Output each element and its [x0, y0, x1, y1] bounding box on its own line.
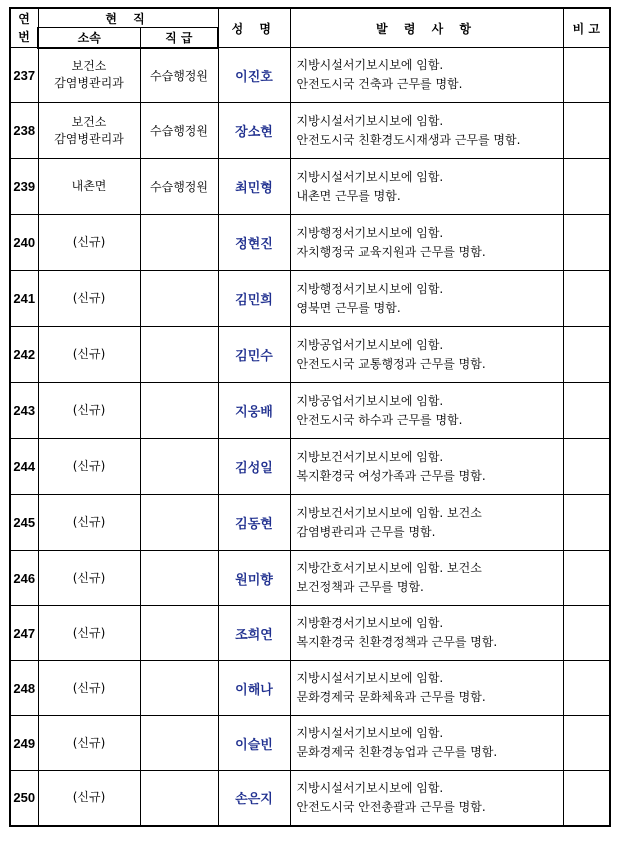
- appointment-order-cell: [290, 103, 563, 159]
- affiliation-line: 보건소: [71, 114, 107, 129]
- header-number-label: 연 번: [18, 12, 30, 44]
- remark-cell: [563, 383, 610, 439]
- affiliation-line: (신규): [72, 235, 106, 249]
- row-number: 242: [10, 327, 38, 383]
- remark-cell: [563, 771, 610, 826]
- affiliation-line: (신규): [72, 625, 106, 640]
- affiliation-cell: [38, 271, 140, 327]
- remark-cell: [563, 551, 610, 606]
- affiliation-line: (신규): [72, 291, 106, 305]
- row-number: 249: [10, 716, 38, 771]
- rank-cell: [140, 771, 218, 826]
- table-row: [10, 661, 610, 716]
- appointment-order-cell: [290, 439, 563, 495]
- affiliation-cell: [38, 383, 140, 439]
- appointment-order-cell: [290, 159, 563, 215]
- appointment-order-line: 지방시설서기보시보에 임함.: [296, 58, 444, 72]
- appointment-order-line: 지방시설서기보시보에 임함.: [296, 169, 444, 184]
- appointment-order-line: 안전도시국 교통행정과 근무를 명함.: [296, 356, 486, 371]
- appointment-order-cell: [290, 48, 563, 103]
- affiliation-cell: [38, 215, 140, 271]
- rank-cell: [140, 383, 218, 439]
- row-number: 238: [10, 103, 38, 159]
- person-name: 김성일: [218, 439, 290, 495]
- table-row: [10, 771, 610, 826]
- appointment-order-cell: [290, 606, 563, 661]
- rank-cell: [140, 495, 218, 551]
- header-affiliation: 소속: [38, 28, 140, 48]
- header-rank: 직 급: [140, 28, 218, 48]
- remark-cell: [563, 327, 610, 383]
- appointment-order-line: 문화경제국 문화체육과 근무를 명함.: [296, 690, 486, 704]
- row-number: 250: [10, 771, 38, 826]
- appointment-order-cell: [290, 495, 563, 551]
- table-row: [10, 159, 610, 215]
- header-order: 발 령 사 항: [290, 8, 563, 48]
- appointment-order-line: 내촌면 근무를 명함.: [296, 188, 401, 203]
- affiliation-cell: [38, 103, 140, 159]
- appointment-order-line: 지방시설서기보시보에 임함.: [296, 671, 444, 685]
- row-number: 243: [10, 383, 38, 439]
- rank-cell: 수습행정원: [140, 103, 218, 159]
- appointment-order-cell: [290, 327, 563, 383]
- person-name: 손은지: [218, 771, 290, 826]
- person-name: 이슬빈: [218, 716, 290, 771]
- remark-cell: [563, 495, 610, 551]
- appointment-order-line: 지방행정서기보시보에 임함.: [296, 281, 444, 296]
- person-name: 원미향: [218, 551, 290, 606]
- appointment-order-cell: [290, 716, 563, 771]
- appointment-order-line: 지방간호서기보시보에 임함. 보건소: [296, 561, 482, 575]
- rank-cell: [140, 271, 218, 327]
- remark-cell: [563, 661, 610, 716]
- affiliation-cell: [38, 661, 140, 716]
- remark-cell: [563, 159, 610, 215]
- row-number: 244: [10, 439, 38, 495]
- affiliation-line: (신규): [72, 735, 106, 750]
- appointment-order-cell: [290, 383, 563, 439]
- appointment-order-line: 지방보건서기보시보에 임함. 보건소: [296, 505, 482, 520]
- remark-cell: [563, 606, 610, 661]
- table-row: [10, 383, 610, 439]
- affiliation-cell: [38, 327, 140, 383]
- table-body: [10, 48, 610, 826]
- affiliation-cell: [38, 439, 140, 495]
- table-row: [10, 271, 610, 327]
- row-number: 237: [10, 48, 38, 103]
- appointment-order-cell: [290, 271, 563, 327]
- appointment-order-line: 감염병관리과 근무를 명함.: [296, 524, 436, 539]
- header-current-position: 현 직: [38, 8, 218, 28]
- appointment-order-line: 지방시설서기보시보에 임함.: [296, 726, 444, 740]
- appointment-order-line: 지방보건서기보시보에 임함.: [296, 449, 444, 464]
- header-name: 성 명: [218, 8, 290, 48]
- appointment-order-line: 안전도시국 하수과 근무를 명함.: [296, 412, 463, 427]
- affiliation-cell: [38, 159, 140, 215]
- affiliation-cell: [38, 551, 140, 606]
- appointment-order-line: 안전도시국 안전총괄과 근무를 명함.: [296, 799, 486, 814]
- affiliation-line: (신규): [72, 790, 106, 805]
- row-number: 240: [10, 215, 38, 271]
- header-number: [10, 8, 38, 48]
- appointment-order-line: 지방공업서기보시보에 임함.: [296, 337, 444, 352]
- affiliation-line: (신규): [72, 515, 106, 529]
- remark-cell: [563, 716, 610, 771]
- person-name: 지웅배: [218, 383, 290, 439]
- person-name: 조희연: [218, 606, 290, 661]
- affiliation-cell: [38, 716, 140, 771]
- person-name: 김동현: [218, 495, 290, 551]
- table-row: [10, 327, 610, 383]
- appointment-order-cell: [290, 771, 563, 826]
- row-number: 241: [10, 271, 38, 327]
- row-number: 246: [10, 551, 38, 606]
- rank-cell: [140, 606, 218, 661]
- person-name: 김민희: [218, 271, 290, 327]
- person-name: 최민형: [218, 159, 290, 215]
- appointment-order-line: 복지환경국 여성가족과 근무를 명함.: [296, 468, 486, 483]
- affiliation-line: (신규): [72, 347, 106, 361]
- person-name: 이해나: [218, 661, 290, 716]
- rank-cell: [140, 551, 218, 606]
- appointment-order-line: 지방시설서기보시보에 임함.: [296, 113, 444, 128]
- affiliation-line: 보건소: [71, 59, 107, 74]
- rank-cell: [140, 716, 218, 771]
- rank-cell: [140, 327, 218, 383]
- affiliation-line: (신규): [72, 403, 106, 417]
- appointment-order-line: 지방환경서기보시보에 임함.: [296, 616, 444, 630]
- appointment-order-cell: [290, 551, 563, 606]
- appointment-order-line: 안전도시국 건축과 근무를 명함.: [296, 77, 463, 91]
- table-row: [10, 103, 610, 159]
- affiliation-cell: [38, 48, 140, 103]
- remark-cell: [563, 48, 610, 103]
- affiliation-line: 감염병관리과: [54, 76, 124, 91]
- rank-cell: [140, 661, 218, 716]
- affiliation-line: 내촌면: [71, 179, 107, 193]
- rank-cell: [140, 439, 218, 495]
- affiliation-line: (신규): [72, 459, 106, 473]
- rank-cell: 수습행정원: [140, 48, 218, 103]
- table-row: [10, 48, 610, 103]
- person-name: 김민수: [218, 327, 290, 383]
- header-remark: 비 고: [563, 8, 610, 48]
- rank-cell: [140, 215, 218, 271]
- table-row: [10, 439, 610, 495]
- affiliation-cell: [38, 606, 140, 661]
- appointment-order-line: 복지환경국 친환경정책과 근무를 명함.: [296, 635, 498, 649]
- affiliation-cell: [38, 771, 140, 826]
- appointment-order-cell: [290, 661, 563, 716]
- affiliation-line: (신규): [72, 680, 106, 695]
- person-name: 장소현: [218, 103, 290, 159]
- appointment-order-line: 영북면 근무를 명함.: [296, 300, 401, 315]
- appointment-table: [9, 7, 611, 827]
- remark-cell: [563, 271, 610, 327]
- remark-cell: [563, 103, 610, 159]
- row-number: 245: [10, 495, 38, 551]
- table-row: [10, 551, 610, 606]
- rank-cell: 수습행정원: [140, 159, 218, 215]
- affiliation-line: 감염병관리과: [54, 131, 124, 146]
- appointment-order-line: 안전도시국 친환경도시재생과 근무를 명함.: [296, 132, 521, 147]
- table-row: [10, 606, 610, 661]
- table-row: [10, 215, 610, 271]
- row-number: 247: [10, 606, 38, 661]
- appointment-order-line: 자치행정국 교육지원과 근무를 명함.: [296, 244, 486, 259]
- row-number: 248: [10, 661, 38, 716]
- remark-cell: [563, 215, 610, 271]
- affiliation-cell: [38, 495, 140, 551]
- person-name: 정현진: [218, 215, 290, 271]
- affiliation-line: (신규): [72, 570, 106, 585]
- remark-cell: [563, 439, 610, 495]
- table-row: [10, 716, 610, 771]
- appointment-order-line: 지방행정서기보시보에 임함.: [296, 225, 444, 240]
- appointment-order-line: 지방공업서기보시보에 임함.: [296, 393, 444, 408]
- appointment-order-cell: [290, 215, 563, 271]
- appointment-order-line: 문화경제국 친환경농업과 근무를 명함.: [296, 745, 498, 759]
- person-name: 이진호: [218, 48, 290, 103]
- appointment-order-line: 지방시설서기보시보에 임함.: [296, 780, 444, 795]
- appointment-order-line: 보건정책과 근무를 명함.: [296, 580, 424, 594]
- row-number: 239: [10, 159, 38, 215]
- table-row: [10, 495, 610, 551]
